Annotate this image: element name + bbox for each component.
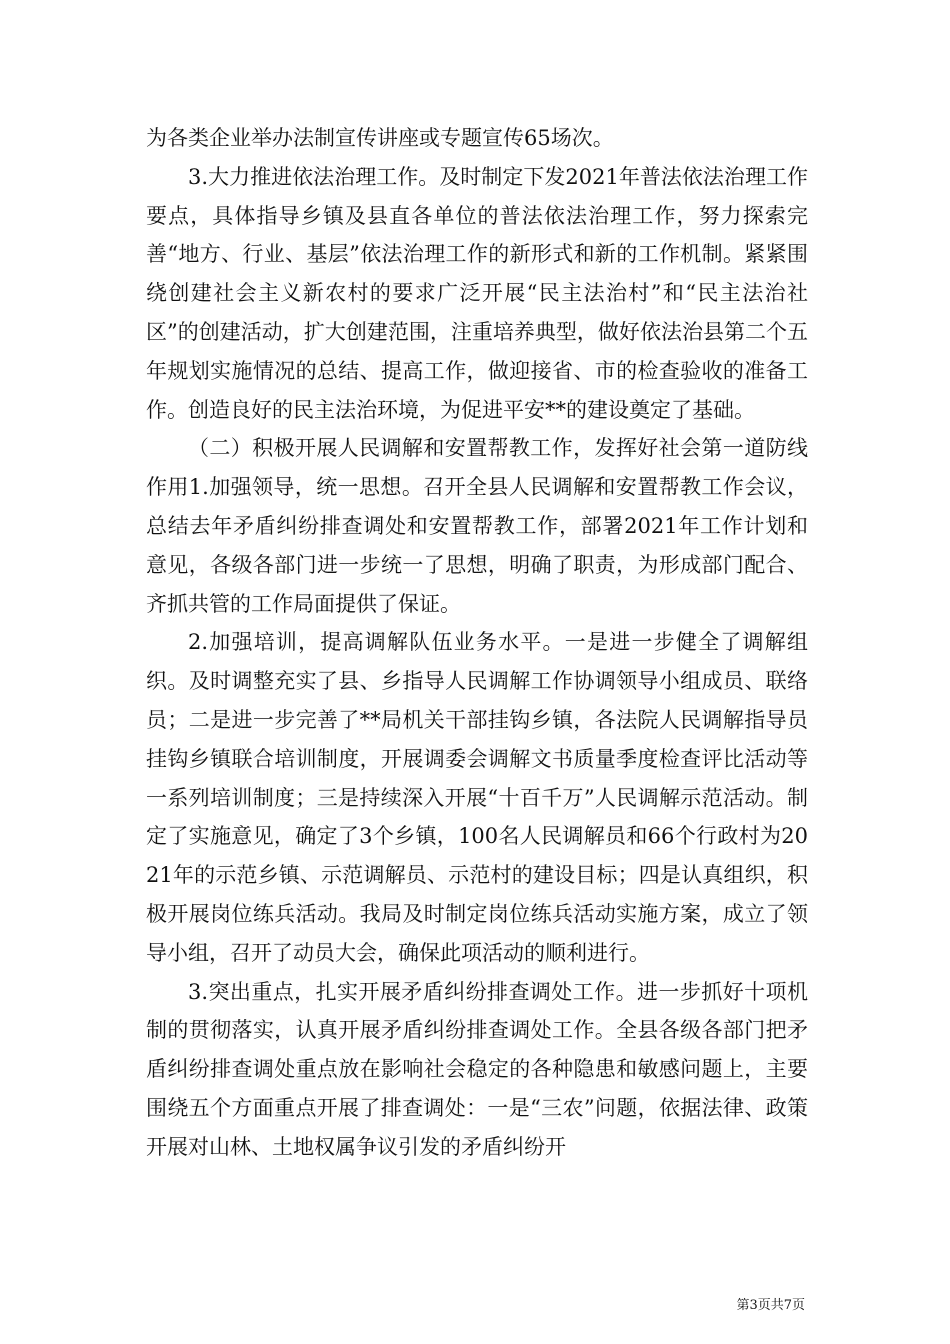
page-number: 第3页共7页 (736, 1298, 805, 1313)
paragraph-dispute-resolution: 3.突出重点，扎实开展矛盾纠纷排查调处工作。进一步抓好十项机制的贯彻落实，认真开展矛盾纠纷排查调处工作。全县各级各部门把矛盾纠纷排查调处重点放在影响社会稳定的各种隐患和敏感问题上，主要围绕五个方面重点开展了排查调处：一是“三农”问题，依据法律、政策开展对山林、土地权属争议引发的矛盾纠纷开 (146, 979, 808, 1159)
body-text (146, 119, 808, 1167)
paragraph-mediation-heading: （二）积极开展人民调解和安置帮教工作，发挥好社会第一道防线作用1.加强领导，统一思想。召开全县人民调解和安置帮教工作会议，总结去年矛盾纠纷排查调处和安置帮教工作，部署2021年工作计划和意见，各级各部门进一步统一了思想，明确了职责，为形成部门配合、齐抓共管的工作局面提供了保证。 (146, 436, 808, 616)
paragraph-training: 2.加强培训，提高调解队伍业务水平。一是进一步健全了调解组织。及时调整充实了县、乡指导人民调解工作协调领导小组成员、联络员；二是进一步完善了**局机关干部挂钩乡镇，各法院人民调解指导员挂钩乡镇联合培训制度，开展调委会调解文书质量季度检查评比活动等一系列培训制度；三是持续深入开展“十百千万”人民调解示范活动。制定了实施意见，确定了3个乡镇，100名人民调解员和66个行政村为2021年的示范乡镇、示范调解员、示范村的建设目标；四是认真组织，积极开展岗位练兵活动。我局及时制定岗位练兵活动实施方案，成立了领导小组，召开了动员大会，确保此项活动的顺利进行。 (146, 630, 808, 965)
paragraph-continuation: 为各类企业举办法制宣传讲座或专题宣传65场次。 (146, 126, 614, 150)
paragraph-rule-of-law: 3.大力推进依法治理工作。及时制定下发2021年普法依法治理工作要点，具体指导乡镇及县直各单位的普法依法治理工作，努力探索完善“地方、行业、基层”依法治理工作的新形式和新的工作机制。紧紧围绕创建社会主义新农村的要求广泛开展“民主法治村”和“民主法治社区”的创建活动，扩大创建范围，注重培养典型，做好依法治县第二个五年规划实施情况的总结、提高工作，做迎接省、市的检查验收的准备工作。创造良好的民主法治环境，为促进平安**的建设奠定了基础。 (146, 164, 808, 422)
